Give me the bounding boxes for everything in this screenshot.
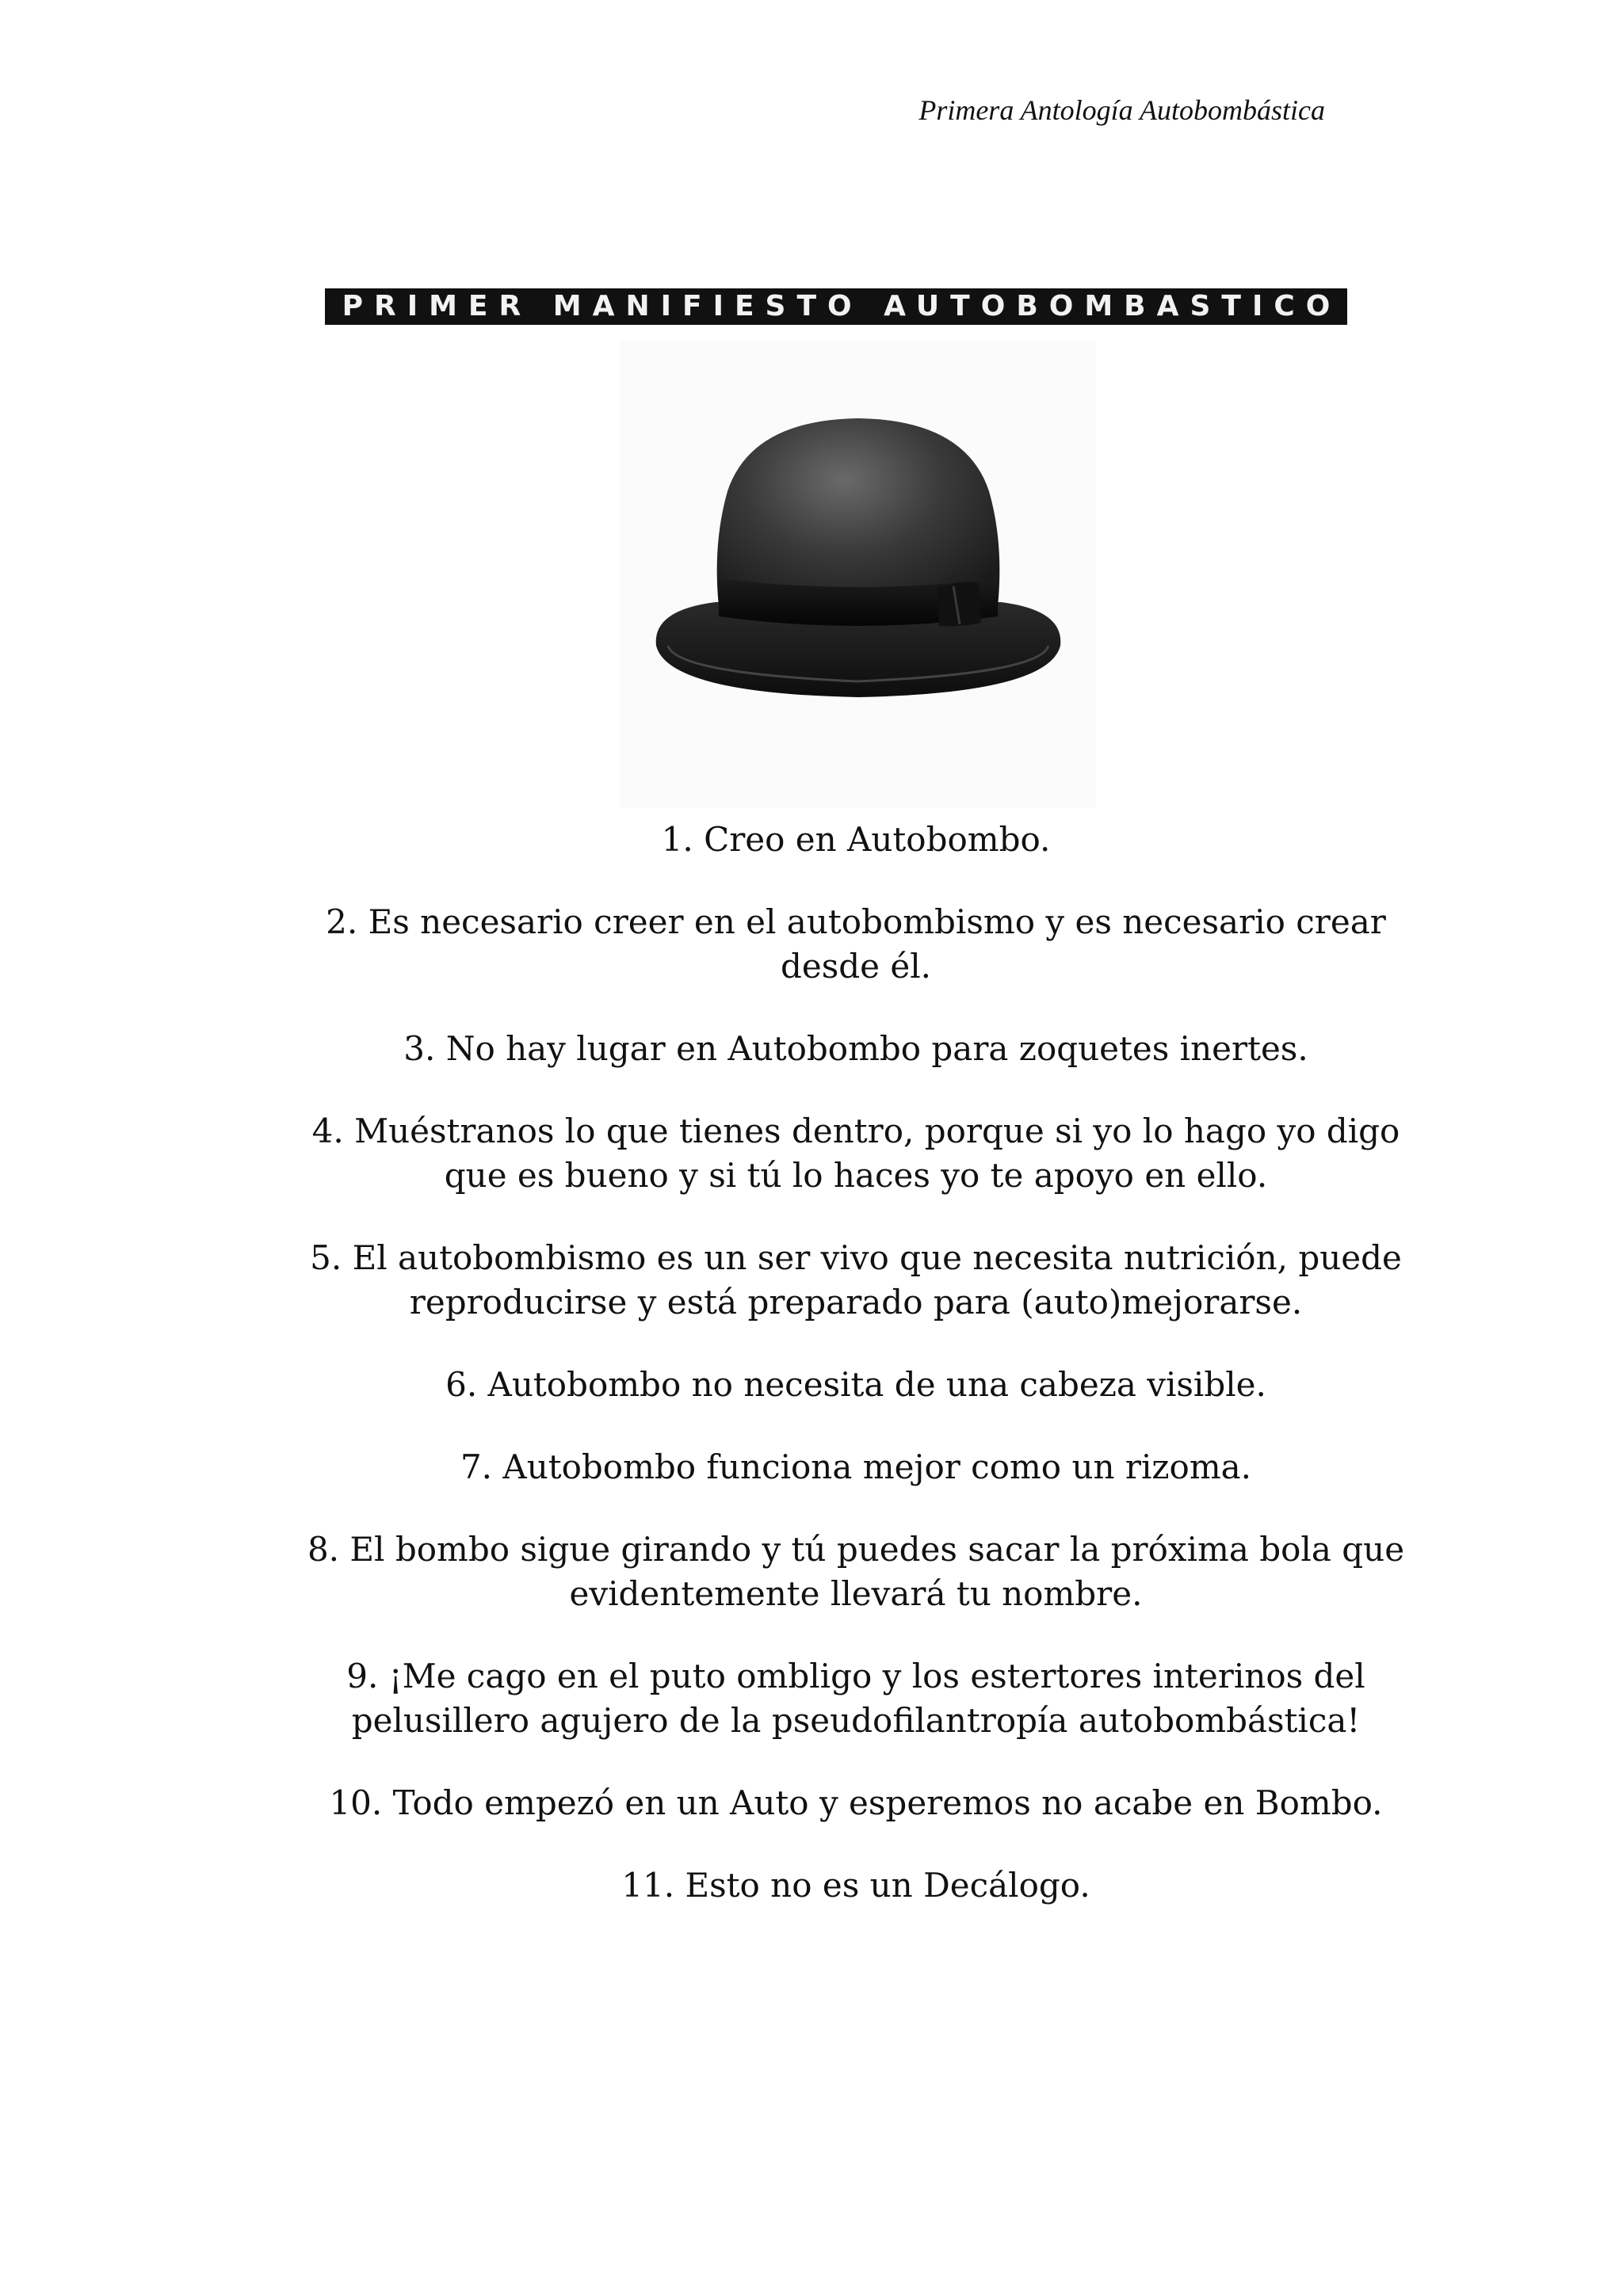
running-header: Primera Antología Autobombástica xyxy=(918,94,1325,126)
manifesto-point-3: 3. No hay lugar en Autobombo para zoquetes inertes. xyxy=(403,1029,1308,1068)
manifesto-point-11: 11. Esto no es un Decálogo. xyxy=(621,1866,1090,1905)
bowler-hat-icon xyxy=(621,341,1096,808)
bowler-hat-image xyxy=(621,341,1096,808)
manifesto-point-8: 8. El bombo sigue girando y tú puedes sacar la próxima bola que evidentemente llevará tu nombre. xyxy=(307,1530,1405,1613)
manifesto-point-4: 4. Muéstranos lo que tienes dentro, porque si yo lo hago yo digo que es bueno y si tú lo haces yo te apoyo en ello. xyxy=(311,1112,1400,1195)
manifesto-point-2: 2. Es necesario creer en el autobombismo y es necesario crear desde él. xyxy=(326,902,1386,986)
manifesto-list xyxy=(285,818,1426,1908)
manifesto-point-7: 7. Autobombo funciona mejor como un rizoma. xyxy=(460,1447,1252,1486)
manifesto-point-1: 1. Creo en Autobombo. xyxy=(661,820,1051,859)
manifesto-point-9: 9. ¡Me cago en el puto ombligo y los estertores interinos del pelusillero agujero de la pseudofilantropía autobombástica! xyxy=(346,1657,1365,1740)
manifesto-point-6: 6. Autobombo no necesita de una cabeza visible. xyxy=(445,1365,1266,1404)
manifesto-title-banner: PRIMER MANIFIESTO AUTOBOMBASTICO xyxy=(325,288,1347,325)
manifesto-point-5: 5. El autobombismo es un ser vivo que necesita nutrición, puede reproducirse y está preparado para (auto)mejorarse. xyxy=(310,1238,1402,1322)
manifesto-point-10: 10. Todo empezó en un Auto y esperemos no acabe en Bombo. xyxy=(329,1783,1383,1822)
